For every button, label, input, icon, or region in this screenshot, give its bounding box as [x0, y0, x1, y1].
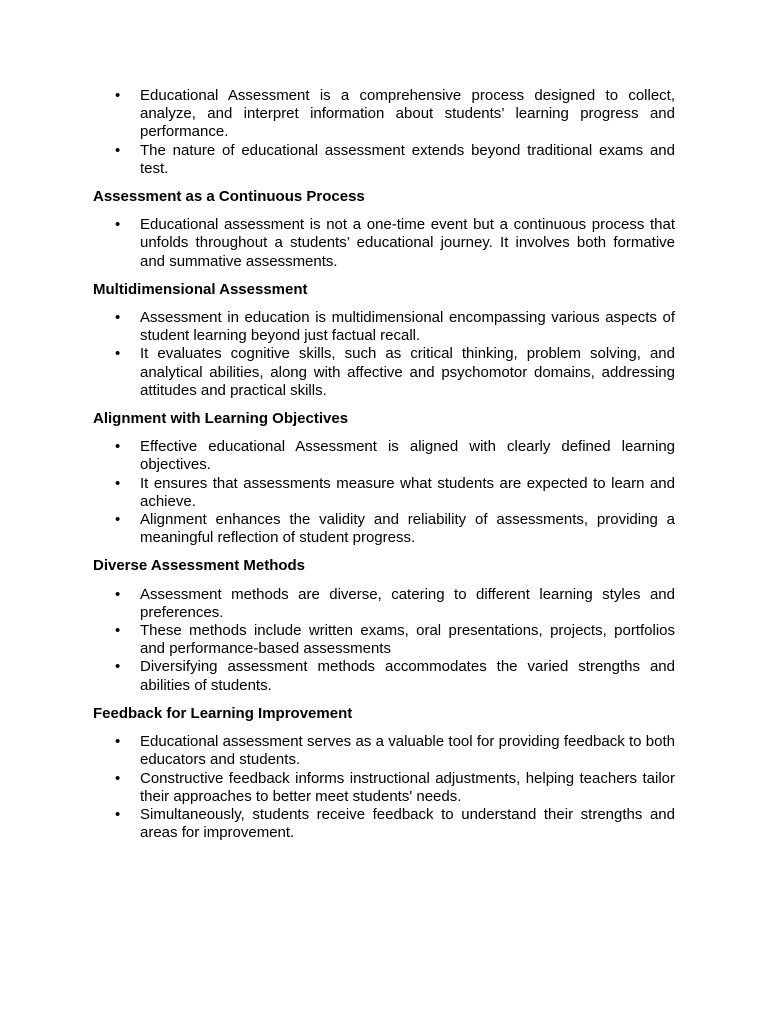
section-heading: Alignment with Learning Objectives: [93, 410, 349, 428]
list-item-text: Educational assessment serves as a valuable tool for providing feedback to both educators and students.: [140, 733, 675, 769]
list-item-text: The nature of educational assessment extends beyond traditional exams and test.: [140, 141, 675, 177]
list-item-text: Simultaneously, students receive feedback to understand their strengths and areas for improvement.: [140, 805, 675, 842]
list-item-text: Assessment in education is multidimensional encompassing various aspects of student learning beyond just factual recall.: [140, 309, 675, 345]
list-item: [93, 475, 675, 511]
bullet-icon: •: [115, 345, 121, 363]
bullet-icon: •: [115, 733, 121, 751]
bullet-icon: •: [115, 585, 121, 603]
section-heading: Multidimensional Assessment: [93, 280, 308, 298]
document-page: [93, 87, 675, 842]
list-item-text: Alignment enhances the validity and reliability of assessments, providing a meaningful reflection of student progress.: [140, 511, 675, 547]
list-item-text: Effective educational Assessment is aligned with clearly defined learning objectives.: [140, 438, 675, 474]
bullet-icon: •: [115, 87, 121, 104]
bullet-icon: •: [115, 141, 121, 159]
section-heading: Assessment as a Continuous Process: [93, 188, 365, 206]
list-item: [93, 216, 675, 271]
list-item: [93, 142, 675, 178]
section-list: [93, 733, 675, 842]
bullet-icon: •: [115, 474, 121, 492]
intro-list: [93, 87, 675, 178]
section-list: [93, 586, 675, 695]
bullet-icon: •: [115, 216, 121, 234]
bullet-icon: •: [115, 769, 121, 787]
list-item-text: Educational assessment is not a one-time event but a continuous process that unfolds throughout a students’ educational journey. It involves both formative and summative assessments.: [140, 216, 675, 270]
list-item: [93, 87, 675, 142]
bullet-icon: •: [115, 622, 121, 640]
list-item: [93, 345, 675, 400]
bullet-icon: •: [115, 511, 121, 529]
list-item-text: Educational Assessment is a comprehensive process designed to collect, analyze, and interpret information about students’ learning progress and performance.: [140, 87, 675, 141]
list-item-text: It ensures that assessments measure what students are expected to learn and achieve.: [140, 474, 675, 510]
section-heading: Feedback for Learning Improvement: [93, 704, 353, 722]
list-item-text: It evaluates cognitive skills, such as critical thinking, problem solving, and analytical abilities, along with affective and psychomotor domains, addressing attitudes and practical skills.: [140, 345, 675, 399]
list-item: [93, 511, 675, 547]
bullet-icon: •: [115, 309, 121, 327]
list-item-text: Constructive feedback informs instructional adjustments, helping teachers tailor their approaches to better meet students' needs.: [140, 769, 675, 805]
list-item: [93, 438, 675, 474]
list-item: [93, 586, 675, 622]
section-list: [93, 309, 675, 400]
bullet-icon: •: [115, 438, 121, 456]
list-item: [93, 622, 675, 658]
section-list: [93, 216, 675, 271]
section-list: [93, 438, 675, 547]
bullet-icon: •: [115, 658, 121, 676]
list-item: [93, 658, 675, 694]
list-item: [93, 733, 675, 769]
list-item-text: Diversifying assessment methods accommodates the varied strengths and abilities of students.: [140, 658, 675, 694]
list-item: [93, 309, 675, 345]
list-item-text: Assessment methods are diverse, catering to different learning styles and preferences.: [140, 585, 675, 621]
list-item-text: These methods include written exams, oral presentations, projects, portfolios and performance-based assessments: [140, 622, 675, 658]
section-heading: Diverse Assessment Methods: [93, 557, 306, 575]
list-item: [93, 770, 675, 806]
bullet-icon: •: [115, 805, 121, 823]
list-item: [93, 806, 675, 842]
